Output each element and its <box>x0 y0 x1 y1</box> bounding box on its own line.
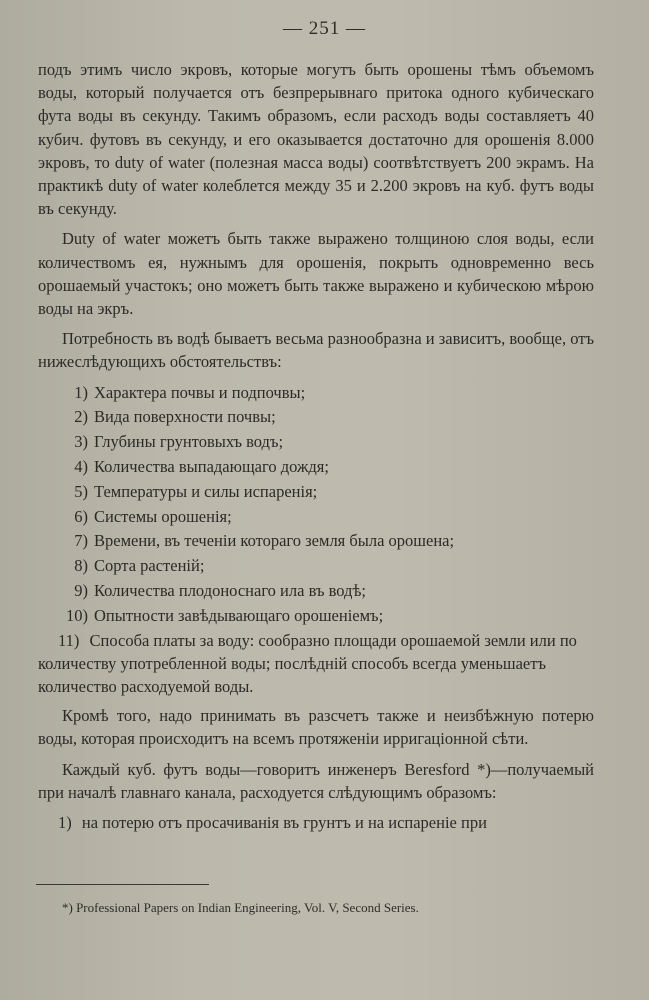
list-item-number: 1) <box>74 382 88 402</box>
list-item-number: 8) <box>74 556 88 576</box>
list-item <box>38 604 594 627</box>
paragraph-water-need: Потребность въ водѣ бываетъ весьма разнообразна и зависитъ, вообще, отъ нижеслѣдующихъ обстоятельствъ: <box>38 329 594 372</box>
list-item-text: на потерю отъ просачиванія въ грунтъ и на испареніе при <box>81 813 487 833</box>
list-item <box>38 811 594 834</box>
footnote: *) Professional Papers on Indian Engineering, Vol. V, Second Series. <box>62 900 419 915</box>
paragraph-duty-of-water: Duty of water можетъ быть также выражено толщиною слоя воды, если количествомъ ея, нужнымъ для орошенія, покрыть одновременно весь орошаемый участокъ; оно можетъ быть также выражено и кубическою мѣрою воды на экръ. <box>38 229 594 319</box>
list-item-text: Количества плодоноснаго ила въ водѣ; <box>94 581 366 601</box>
list-item-number: 10) <box>66 605 88 625</box>
paragraph-beresford: Каждый куб. футъ воды—говоритъ инженеръ Beresford *)—получаемый при началѣ главнаго канала, расходуется слѣдующимъ образомъ: <box>38 759 594 802</box>
list-item-text: Глубины грунтовыхъ водъ; <box>94 432 284 452</box>
list-item-text: Сорта растеній; <box>94 556 205 576</box>
body-text <box>38 58 594 836</box>
paragraph-continuation: подъ этимъ число экровъ, которые могутъ быть орошены тѣмъ объемомъ воды, который получается отъ безпрерывнаго притока одного кубическаго фута воды въ секунду. Такимъ образомъ, если расходъ воды составляетъ 40 кубич. футовъ въ секунду, и его оказывается достаточно для орошенія 8.000 экровъ, то duty of water (полезная масса воды) соотвѣтствуетъ 200 экрамъ. На практикѣ duty of water колеблется между 35 и 2.200 экровъ на куб. футъ воды въ секунду. <box>38 60 594 219</box>
list-item-text: Способа платы за воду: сообразно площади орошаемой земли или по количеству употребленной воды; послѣдній способъ всегда уменьшаетъ количество расходуемой воды. <box>38 630 577 697</box>
list-item-number: 1) <box>58 813 72 833</box>
list-item <box>38 480 594 503</box>
footnote-divider <box>36 884 209 885</box>
list-item-text: Температуры и силы испаренія; <box>94 481 318 501</box>
list-item <box>38 405 594 428</box>
list-item <box>38 629 594 699</box>
list-item <box>38 430 594 453</box>
list-item-text: Количества выпадающаго дождя; <box>94 457 329 477</box>
list-item-number: 4) <box>74 457 88 477</box>
list-item <box>38 554 594 577</box>
list-item-number: 5) <box>74 481 88 501</box>
list-item <box>38 381 594 404</box>
list-item-text: Характера почвы и подпочвы; <box>94 382 306 402</box>
list-item-number: 3) <box>74 432 88 452</box>
list-item-number: 11) <box>58 630 80 650</box>
list-item <box>38 579 594 602</box>
list-item-number: 9) <box>74 581 88 601</box>
list-item-text: Опытности завѣдывающаго орошеніемъ; <box>94 605 384 625</box>
list-item-number: 7) <box>74 531 88 551</box>
list-item-number: 6) <box>74 506 88 526</box>
list-item-text: Времени, въ теченіи котораго земля была орошена; <box>94 531 455 551</box>
list-item <box>38 505 594 528</box>
list-item-number: 2) <box>74 407 88 427</box>
page-number: — 251 — <box>283 18 366 39</box>
list-item <box>38 455 594 478</box>
list-item <box>38 529 594 552</box>
list-item-text: Системы орошенія; <box>94 506 232 526</box>
factors-list <box>38 381 594 699</box>
list-item-text: Вида поверхности почвы; <box>94 407 276 427</box>
paragraph-water-loss: Кромѣ того, надо принимать въ разсчетъ также и неизбѣжную потерю воды, которая происходитъ на всемъ протяженіи ирригаціонной сѣти. <box>38 706 594 749</box>
